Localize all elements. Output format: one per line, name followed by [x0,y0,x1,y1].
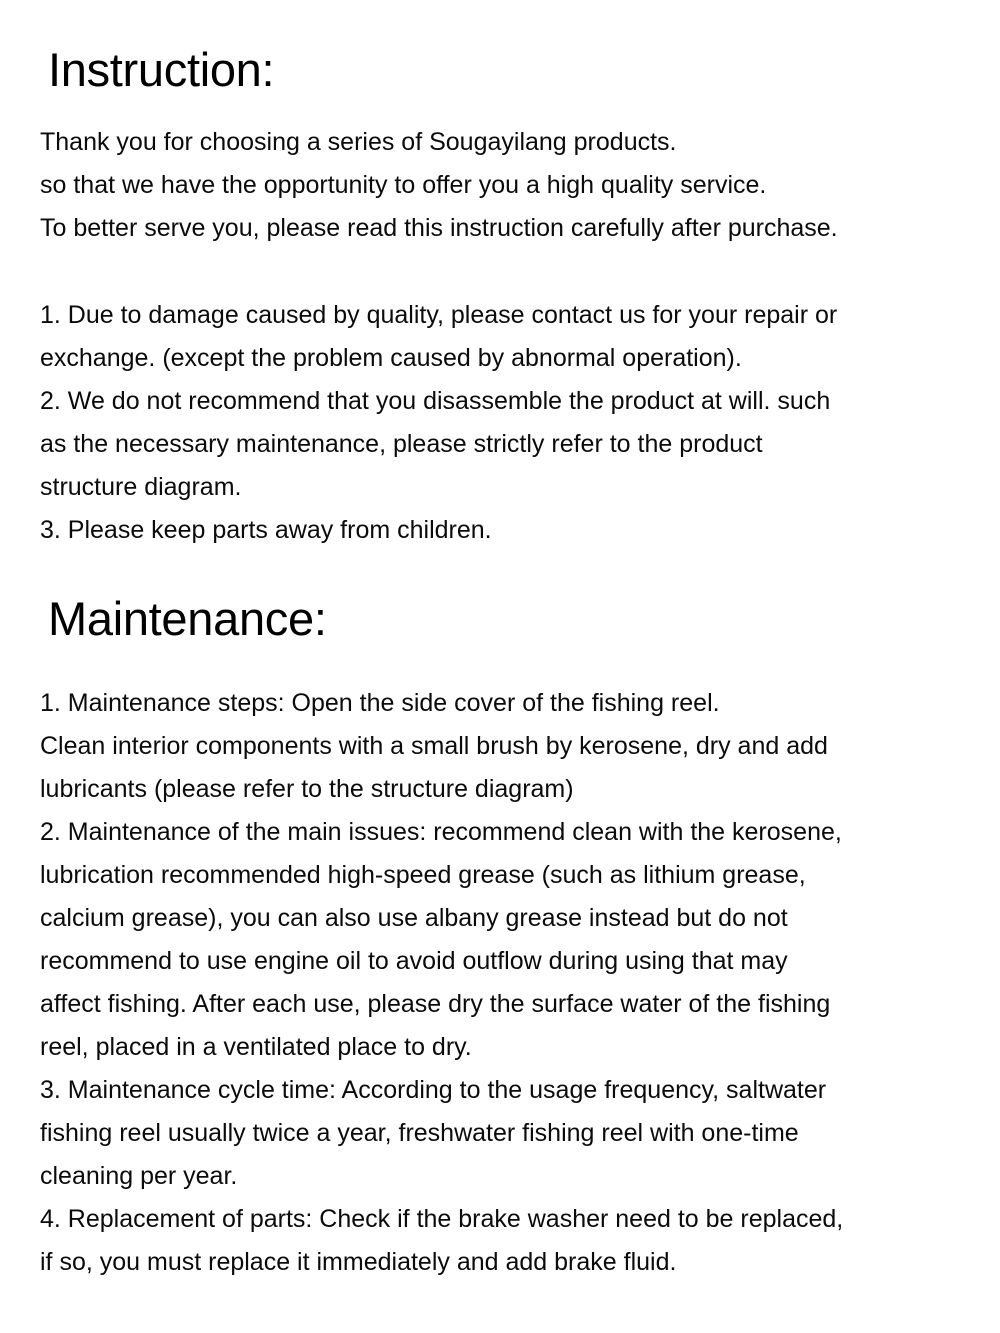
maintenance-line: Clean interior components with a small brush by kerosene, dry and add [40,732,828,760]
instruction-item-line: 1. Due to damage caused by quality, please contact us for your repair or [40,301,838,329]
maintenance-line: lubricants (please refer to the structure diagram) [40,775,574,803]
instruction-heading: Instruction: [48,43,275,96]
instruction-item-line: exchange. (except the problem caused by abnormal operation). [40,344,742,372]
maintenance-line: affect fishing. After each use, please dry the surface water of the fishing [40,990,831,1018]
instruction-item-line: 2. We do not recommend that you disassemble the product at will. such [40,387,831,415]
maintenance-heading: Maintenance: [48,592,327,645]
instruction-intro-line: To better serve you, please read this instruction carefully after purchase. [40,214,838,242]
maintenance-line: fishing reel usually twice a year, freshwater fishing reel with one-time [40,1119,799,1147]
maintenance-line: if so, you must replace it immediately and add brake fluid. [40,1248,677,1276]
maintenance-line: calcium grease), you can also use albany grease instead but do not [40,904,788,932]
instruction-intro-line: Thank you for choosing a series of Sougayilang products. [40,128,677,156]
maintenance-line: 3. Maintenance cycle time: According to the usage frequency, saltwater [40,1076,827,1104]
maintenance-line: reel, placed in a ventilated place to dry. [40,1033,472,1061]
maintenance-line: 4. Replacement of parts: Check if the brake washer need to be replaced, [40,1205,844,1233]
instruction-intro-line: so that we have the opportunity to offer you a high quality service. [40,171,767,199]
maintenance-line: 1. Maintenance steps: Open the side cover of the fishing reel. [40,689,720,717]
maintenance-line: lubrication recommended high-speed grease (such as lithium grease, [40,861,806,889]
maintenance-line: cleaning per year. [40,1162,238,1190]
maintenance-line: 2. Maintenance of the main issues: recommend clean with the kerosene, [40,818,842,846]
instruction-item-line: 3. Please keep parts away from children. [40,516,492,544]
instruction-item-line: structure diagram. [40,473,242,501]
maintenance-line: recommend to use engine oil to avoid outflow during using that may [40,947,788,975]
instruction-item-line: as the necessary maintenance, please strictly refer to the product [40,430,763,458]
